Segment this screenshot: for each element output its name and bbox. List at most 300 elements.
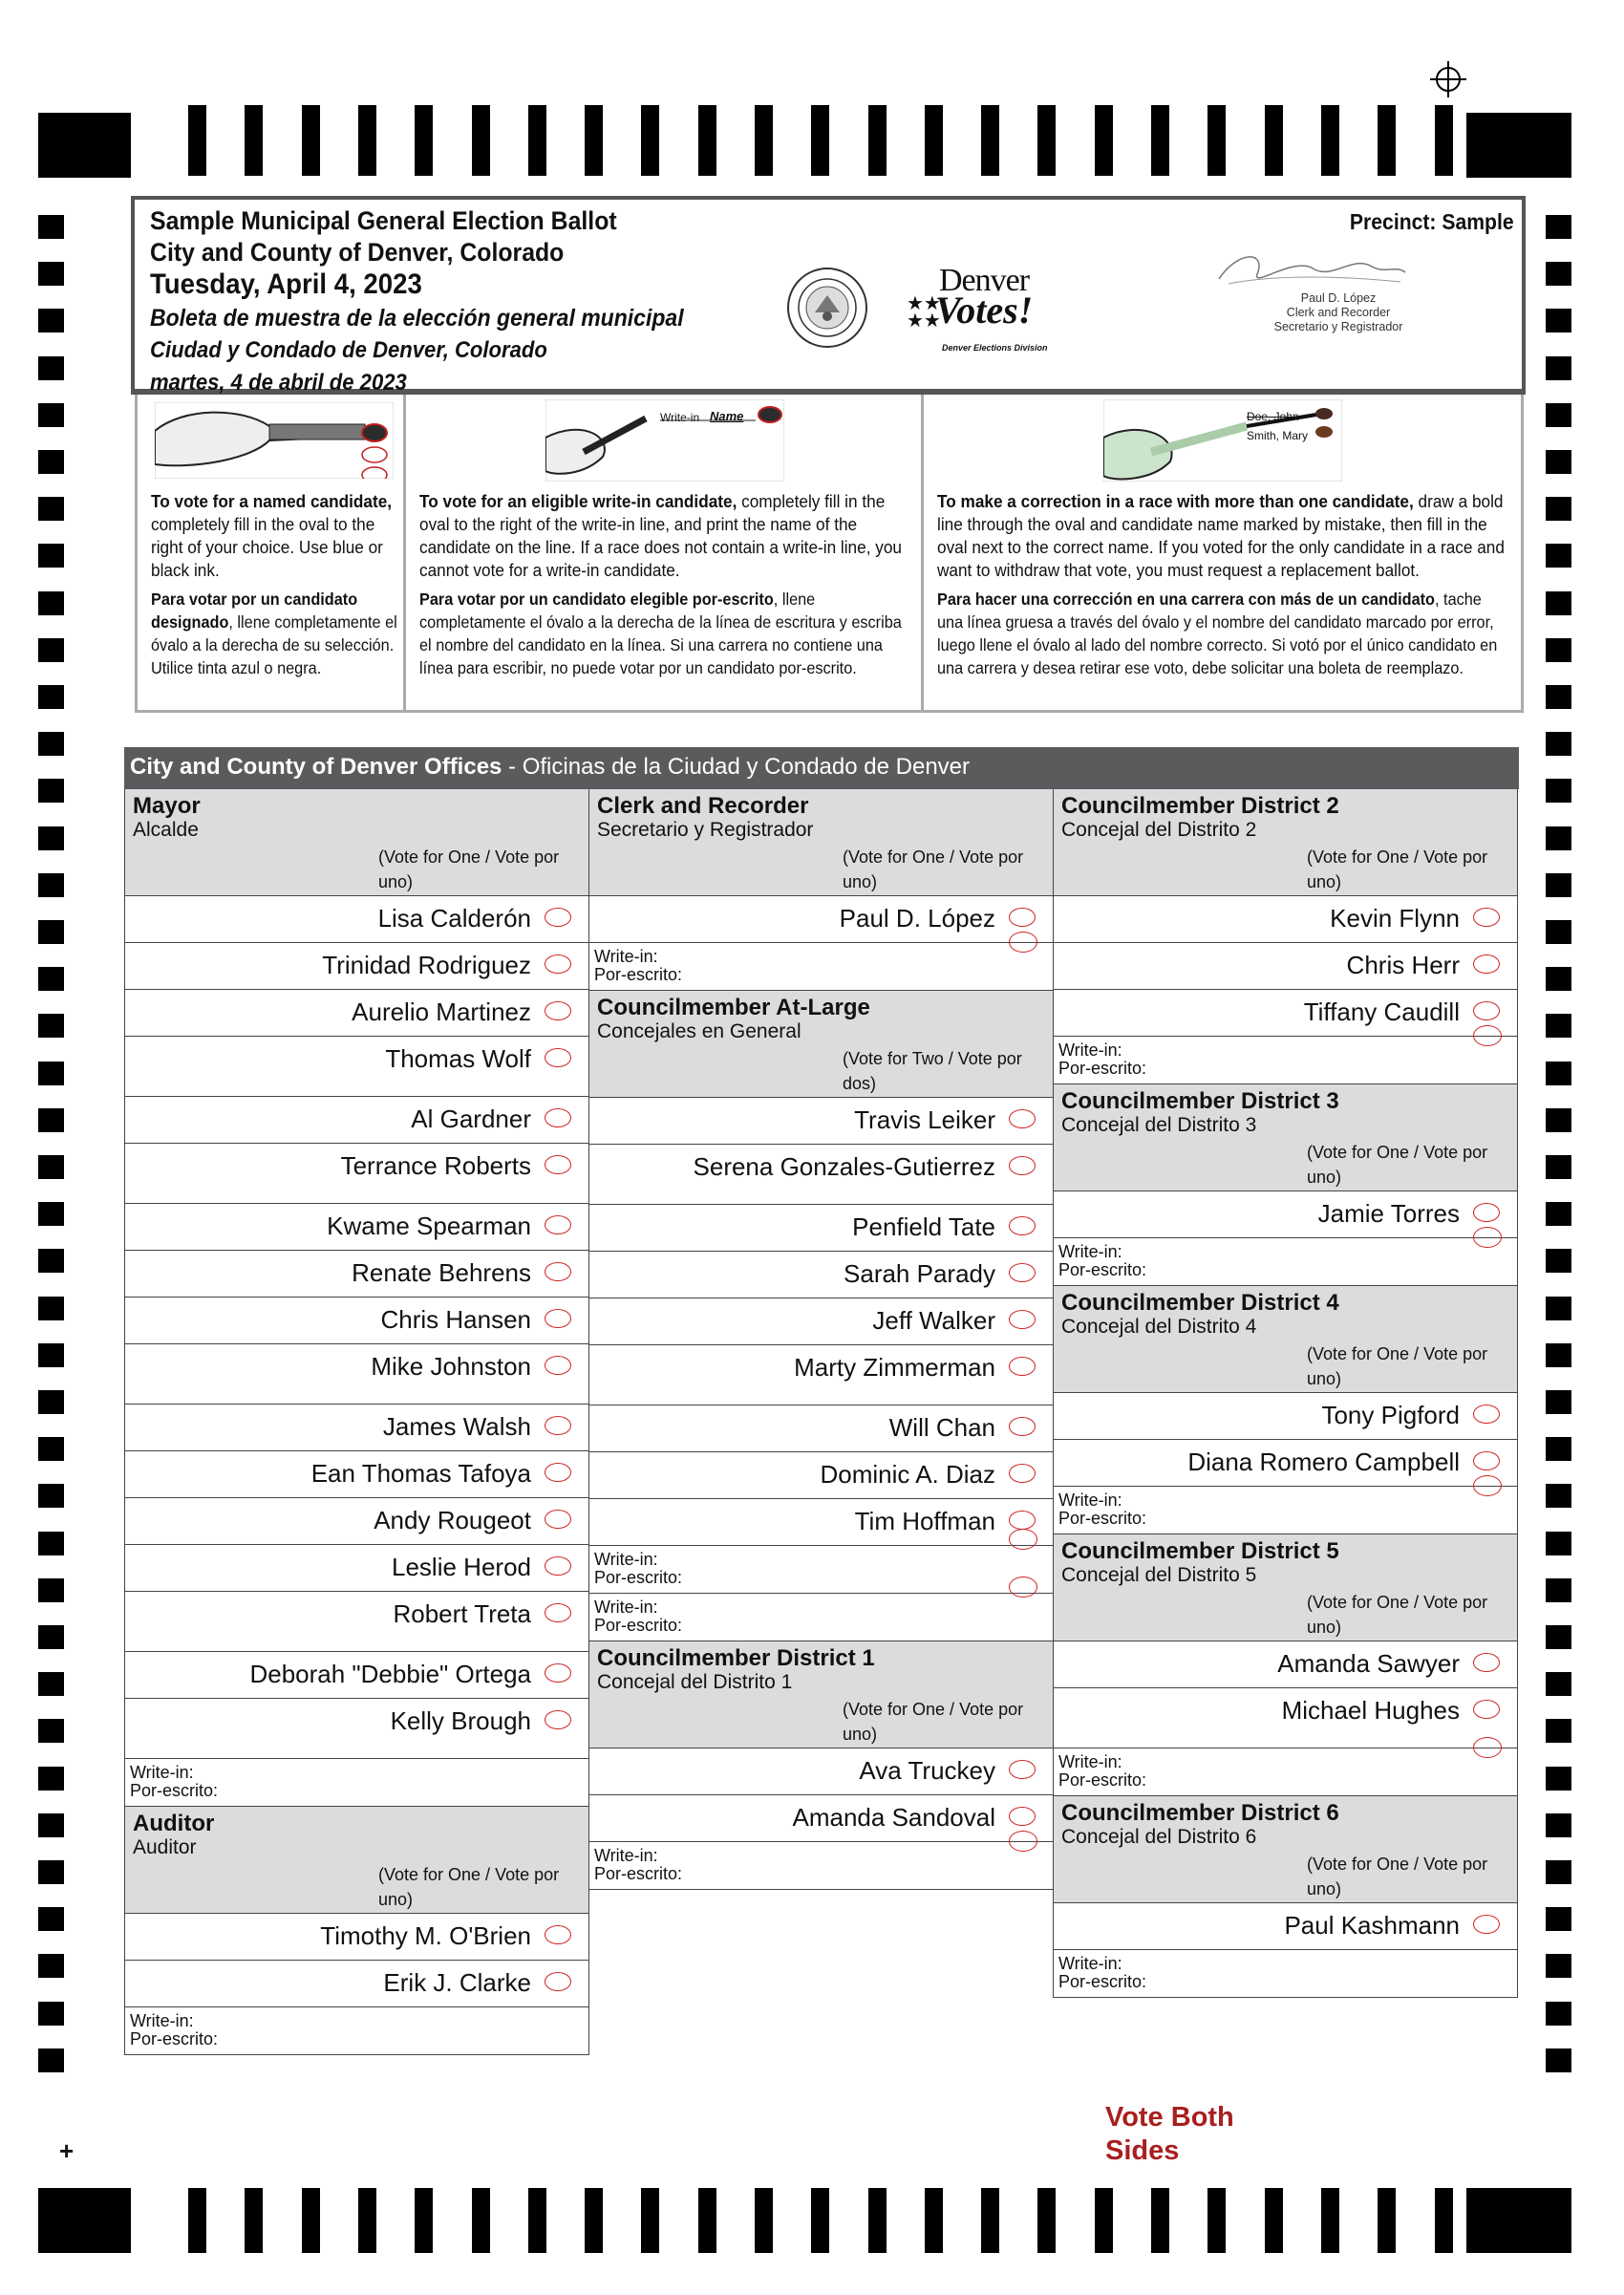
vote-oval-leslie-herod[interactable]: [545, 1556, 571, 1576]
timing-mark: [472, 2188, 490, 2253]
candidate-row: [124, 1592, 589, 1652]
write-in-label-es: Por-escrito:: [130, 2029, 219, 2048]
write-in-line[interactable]: [1053, 1950, 1518, 1998]
candidate-row: [588, 896, 1054, 943]
vote-both-line-1: Vote Both: [1105, 2102, 1234, 2133]
candidate-name: Amanda Sandoval: [792, 1803, 995, 1832]
vote-oval-tony-pigford[interactable]: [1473, 1405, 1500, 1424]
race-subtitle: Auditor: [133, 1836, 197, 1858]
ballot-jurisdiction-es: Ciudad y Condado de Denver, Colorado: [150, 337, 547, 363]
write-in-line[interactable]: [124, 1759, 589, 1807]
section-title-es: - Oficinas de la Ciudad y Condado de Denver: [502, 754, 970, 780]
vote-instruction: (Vote for One / Vote por uno): [378, 1865, 560, 1909]
timing-mark: [1546, 1014, 1571, 1038]
timing-mark: [38, 1813, 64, 1837]
vote-instruction: (Vote for One / Vote por uno): [378, 847, 560, 891]
timing-mark: [528, 105, 546, 176]
candidate-name: Diana Romero Campbell: [1187, 1448, 1460, 1476]
candidate-row: [588, 1499, 1054, 1546]
candidate-name: Travis Leiker: [854, 1105, 995, 1134]
precinct-label: Precinct: Sample: [1350, 209, 1514, 234]
timing-mark: [1546, 685, 1571, 709]
race-header-atlarge: [588, 991, 1054, 1098]
timing-mark: [38, 1625, 64, 1649]
timing-mark: [38, 1390, 64, 1414]
vote-oval-michael-hughes[interactable]: [1473, 1700, 1500, 1719]
instruction-text-3: [937, 490, 1510, 685]
timing-mark: [38, 1767, 64, 1791]
candidate-name: Marty Zimmerman: [794, 1353, 995, 1382]
candidate-name: Kelly Brough: [390, 1706, 531, 1735]
timing-mark: [38, 215, 64, 239]
timing-mark: [585, 2188, 603, 2253]
candidate-row: [1053, 943, 1518, 990]
ballot-title: Sample Municipal General Election Ballot: [150, 206, 617, 235]
clerk-title: Clerk and Recorder: [1286, 306, 1391, 319]
candidate-name: Paul Kashmann: [1284, 1911, 1460, 1940]
write-in-label-es: Por-escrito:: [594, 1864, 683, 1883]
candidate-row: [124, 1961, 589, 2007]
timing-mark: [38, 403, 64, 427]
instr1-es: , llene completamente el óvalo a la derecha de su selección. Utilice tinta azul o negra.: [151, 612, 397, 677]
timing-mark: [1546, 873, 1571, 897]
vote-oval-paul-d-lopez[interactable]: [1009, 908, 1036, 927]
vote-oval-andy-rougeot[interactable]: [545, 1510, 571, 1529]
write-in-line[interactable]: [588, 1842, 1054, 1890]
write-in-label: Write-in:: [594, 1550, 658, 1569]
timing-mark: [358, 105, 376, 176]
timing-mark: [1546, 779, 1571, 803]
timing-mark: [1546, 1719, 1571, 1743]
write-in-label: Write-in:: [1058, 1752, 1122, 1771]
timing-mark: [1546, 1108, 1571, 1132]
vote-oval-write-in[interactable]: [1473, 1227, 1502, 1248]
timing-mark: [38, 356, 64, 380]
vote-oval-tim-hoffman[interactable]: [1009, 1511, 1036, 1530]
timing-mark: [38, 1860, 64, 1884]
race-title: Councilmember District 6: [1061, 1800, 1339, 1826]
candidate-name: Leslie Herod: [392, 1553, 531, 1581]
timing-mark: [188, 105, 206, 176]
candidate-name: Chris Hansen: [380, 1305, 531, 1334]
timing-mark: [811, 2188, 829, 2253]
timing-mark: [1095, 2188, 1113, 2253]
vote-oval-timothy-m-obrien[interactable]: [545, 1925, 571, 1944]
race-subtitle: Concejal del Distrito 6: [1061, 1826, 1257, 1848]
write-in-label: Write-in:: [1058, 1954, 1122, 1973]
vote-oval-sarah-parady[interactable]: [1009, 1263, 1036, 1282]
candidate-row: [124, 1652, 589, 1699]
race-subtitle: Concejal del Distrito 5: [1061, 1564, 1257, 1586]
race-header-d3: [1053, 1084, 1518, 1191]
timing-mark: [1546, 1672, 1571, 1696]
correction-sample-2: Smith, Mary: [1247, 429, 1309, 442]
timing-mark: [1466, 2188, 1571, 2253]
candidate-row: [124, 1545, 589, 1592]
instruction-panel-2: [406, 395, 924, 713]
timing-mark: [981, 2188, 999, 2253]
timing-mark: [1265, 105, 1283, 176]
candidate-row: [124, 1405, 589, 1451]
timing-mark: [38, 873, 64, 897]
timing-mark: [1546, 920, 1571, 944]
candidate-name: James Walsh: [382, 1412, 531, 1441]
timing-mark: [415, 2188, 433, 2253]
candidate-name: Tony Pigford: [1321, 1401, 1460, 1429]
write-in-label: Write-in:: [130, 1763, 194, 1782]
write-in-label-es: Por-escrito:: [1058, 1059, 1147, 1078]
timing-mark: [188, 2188, 206, 2253]
timing-mark: [1546, 356, 1571, 380]
crosshair-icon: [1430, 61, 1466, 97]
vote-instruction: (Vote for One / Vote por uno): [843, 847, 1024, 891]
write-in-line[interactable]: [1053, 1037, 1518, 1084]
timing-mark: [1435, 105, 1453, 176]
candidate-row: [124, 1037, 589, 1097]
timing-mark: [1546, 591, 1571, 615]
race-header-d4: [1053, 1286, 1518, 1393]
vote-oval-ava-truckey[interactable]: [1009, 1760, 1036, 1779]
denver-votes-logo: [899, 263, 1048, 358]
vote-oval-penfield-tate[interactable]: [1009, 1216, 1036, 1235]
timing-mark: [38, 732, 64, 756]
vote-oval-write-in[interactable]: [1473, 1475, 1502, 1496]
vote-oval-terrance-roberts[interactable]: [545, 1155, 571, 1174]
timing-mark: [925, 105, 943, 176]
candidate-name: Ava Truckey: [859, 1756, 995, 1785]
candidate-row: [124, 1699, 589, 1759]
timing-mark: [1546, 2048, 1571, 2072]
logo-denver: Denver: [939, 263, 1030, 298]
candidate-row: [1053, 1393, 1518, 1440]
candidate-row: [124, 1298, 589, 1344]
instr3-es: , tache una línea gruesa a través del óvalo y el nombre del candidato marcado por error, luego llene el óvalo al lado del nombre correcto. Si votó por el único candidato en una carrera y desea retirar ese voto, debe solicitar una boleta de reemplazo.: [937, 590, 1498, 677]
candidate-row: [124, 1097, 589, 1144]
candidate-row: [1053, 1641, 1518, 1688]
timing-mark: [755, 2188, 773, 2253]
candidate-name: Will Chan: [888, 1413, 995, 1442]
vote-instruction: (Vote for One / Vote por uno): [843, 1700, 1024, 1744]
candidate-row: [124, 1344, 589, 1405]
timing-mark: [38, 1155, 64, 1179]
ballot-date-es: martes, 4 de abril de 2023: [150, 370, 407, 396]
ballot-date: Tuesday, April 4, 2023: [150, 268, 422, 300]
instruction-text-1: [151, 490, 399, 685]
write-in-label-es: Por-escrito:: [594, 1568, 683, 1587]
logo-stars-icon: ★★ ★★: [907, 293, 941, 332]
ballot-jurisdiction: City and County of Denver, Colorado: [150, 238, 565, 267]
writein-sample-label: Write-in: [660, 411, 700, 424]
candidate-name: Sarah Parady: [844, 1259, 995, 1288]
timing-mark: [1546, 1625, 1571, 1649]
candidate-row: [588, 1405, 1054, 1452]
write-in-label-es: Por-escrito:: [594, 965, 683, 984]
timing-mark: [1095, 105, 1113, 176]
instr2-es-bold: Para votar por un candidato elegible por-escrito: [419, 590, 774, 609]
write-in-line[interactable]: [588, 1594, 1054, 1641]
race-subtitle: Concejal del Distrito 4: [1061, 1316, 1257, 1338]
write-in-line[interactable]: [588, 943, 1054, 991]
vote-oval-travis-leiker[interactable]: [1009, 1109, 1036, 1128]
timing-mark: [38, 1062, 64, 1085]
write-in-line[interactable]: [1053, 1748, 1518, 1796]
timing-mark: [1037, 105, 1056, 176]
write-in-label: Write-in:: [594, 947, 658, 966]
timing-mark: [38, 826, 64, 850]
writein-sample-name: Name: [710, 409, 744, 423]
race-title: Councilmember At-Large: [597, 995, 870, 1020]
race-title: Councilmember District 1: [597, 1645, 875, 1671]
timing-mark: [1435, 2188, 1453, 2253]
timing-mark: [925, 2188, 943, 2253]
candidate-row: [588, 1452, 1054, 1499]
correction-sample-1: Doe, John: [1247, 410, 1299, 423]
vote-oval-write-in[interactable]: [1009, 1529, 1037, 1550]
candidate-name: Kwame Spearman: [327, 1212, 531, 1240]
timing-mark: [1546, 1343, 1571, 1367]
timing-mark: [1321, 105, 1339, 176]
timing-mark: [868, 105, 887, 176]
candidate-name: Andy Rougeot: [374, 1506, 531, 1534]
write-in-label: Write-in:: [1058, 1491, 1122, 1510]
candidate-row: [124, 1144, 589, 1204]
vote-oval-al-gardner[interactable]: [545, 1108, 571, 1127]
timing-mark: [528, 2188, 546, 2253]
timing-mark: [38, 309, 64, 332]
vote-oval-kelly-brough[interactable]: [545, 1710, 571, 1729]
candidate-name: Jamie Torres: [1317, 1199, 1460, 1228]
candidate-row: [588, 1345, 1054, 1405]
candidate-row: [124, 896, 589, 943]
timing-mark: [38, 544, 64, 568]
vote-oval-ean-thomas-tafoya[interactable]: [545, 1463, 571, 1482]
timing-mark: [38, 591, 64, 615]
race-header-d5: [1053, 1534, 1518, 1641]
vote-oval-thomas-wolf[interactable]: [545, 1048, 571, 1067]
timing-mark: [38, 1297, 64, 1320]
header-english: [150, 205, 617, 300]
candidate-row: [1053, 1903, 1518, 1950]
vote-oval-kevin-flynn[interactable]: [1473, 908, 1500, 927]
instr1-en: completely fill in the oval to the right of your choice. Use blue or black ink.: [151, 514, 383, 580]
candidate-name: Jeff Walker: [872, 1306, 995, 1335]
ballot-title-es: Boleta de muestra de la elección general municipal: [150, 305, 684, 332]
vote-oval-paul-kashmann[interactable]: [1473, 1915, 1500, 1934]
write-in-line[interactable]: [124, 2007, 589, 2055]
candidate-row: [588, 1098, 1054, 1145]
section-header: [124, 747, 1519, 789]
instr3-es-bold: Para hacer una corrección en una carrera con más de un candidato: [937, 590, 1436, 609]
timing-mark: [1037, 2188, 1056, 2253]
vote-oval-renate-behrens[interactable]: [545, 1262, 571, 1281]
candidate-name: Lisa Calderón: [377, 904, 531, 933]
timing-mark: [1546, 1484, 1571, 1508]
candidate-row: [588, 1298, 1054, 1345]
candidate-name: Robert Treta: [393, 1599, 531, 1628]
candidate-row: [1053, 990, 1518, 1037]
vote-oval-marty-zimmerman[interactable]: [1009, 1357, 1036, 1376]
timing-mark: [1546, 638, 1571, 662]
candidate-name: Ean Thomas Tafoya: [310, 1459, 531, 1488]
candidate-name: Timothy M. O'Brien: [320, 1921, 531, 1950]
vote-oval-lisa-calderon[interactable]: [545, 908, 571, 927]
candidate-name: Mike Johnston: [371, 1352, 531, 1381]
timing-mark: [1466, 113, 1571, 178]
race-title: Councilmember District 3: [1061, 1088, 1339, 1114]
candidate-name: Kevin Flynn: [1330, 904, 1460, 933]
timing-mark: [38, 1202, 64, 1226]
race-title: Councilmember District 4: [1061, 1290, 1339, 1316]
vote-oval-serena-gonzales-gutierrez[interactable]: [1009, 1156, 1036, 1175]
timing-mark: [1546, 2002, 1571, 2026]
race-subtitle: Concejal del Distrito 2: [1061, 819, 1257, 841]
race-header-d2: [1053, 789, 1518, 896]
write-in-label-es: Por-escrito:: [1058, 1972, 1147, 1991]
timing-mark: [1207, 105, 1226, 176]
candidate-name: Dominic A. Diaz: [820, 1460, 995, 1489]
timing-mark: [1546, 1578, 1571, 1602]
timing-mark: [1546, 1062, 1571, 1085]
instr3-en: draw a bold line through the oval and candidate name marked by mistake, then fill in the oval next to the correct name. If you voted for the only candidate in a race and want to withdraw that vote, you must request a replacement ballot.: [937, 491, 1505, 580]
vote-instruction: (Vote for One / Vote por uno): [1307, 847, 1488, 891]
vote-oval-chris-herr[interactable]: [1473, 954, 1500, 974]
race-subtitle: Concejales en General: [597, 1020, 801, 1042]
timing-mark: [1151, 105, 1169, 176]
vote-oval-diana-romero-campbell[interactable]: [1473, 1451, 1500, 1470]
timing-mark: [698, 105, 716, 176]
timing-mark: [38, 2188, 131, 2253]
timing-mark: [38, 1719, 64, 1743]
write-in-line[interactable]: [588, 1546, 1054, 1594]
vote-oval-mike-johnston[interactable]: [545, 1356, 571, 1375]
vote-oval-tiffany-caudill[interactable]: [1473, 1001, 1500, 1020]
race-header-d6: [1053, 1796, 1518, 1903]
timing-mark: [38, 497, 64, 521]
race-subtitle: Alcalde: [133, 819, 199, 841]
timing-mark: [38, 1343, 64, 1367]
vote-oval-aurelio-martinez[interactable]: [545, 1001, 571, 1020]
timing-mark: [1546, 1297, 1571, 1320]
candidate-name: Al Gardner: [411, 1105, 531, 1133]
candidate-name: Serena Gonzales-Gutierrez: [693, 1152, 995, 1181]
vote-oval-write-in[interactable]: [1473, 1737, 1502, 1758]
vote-oval-trinidad-rodriguez[interactable]: [545, 954, 571, 974]
timing-mark: [302, 2188, 320, 2253]
timing-mark: [415, 105, 433, 176]
vote-oval-write-in[interactable]: [1009, 1576, 1037, 1598]
candidate-name: Tiffany Caudill: [1303, 997, 1460, 1026]
vote-oval-deborah-debbie-ortega[interactable]: [545, 1663, 571, 1683]
vote-oval-write-in[interactable]: [1009, 1831, 1037, 1852]
vote-instruction: (Vote for One / Vote por uno): [1307, 1143, 1488, 1187]
race-header-d1: [588, 1641, 1054, 1748]
vote-oval-jeff-walker[interactable]: [1009, 1310, 1036, 1329]
vote-oval-erik-j-clarke[interactable]: [545, 1972, 571, 1991]
timing-mark: [38, 1437, 64, 1461]
vote-both-line-2: Sides: [1105, 2135, 1180, 2166]
vote-oval-robert-treta[interactable]: [545, 1603, 571, 1622]
vote-oval-jamie-torres[interactable]: [1473, 1203, 1500, 1222]
race-header-mayor: [124, 789, 589, 896]
timing-mark: [472, 105, 490, 176]
race-subtitle: Concejal del Distrito 3: [1061, 1114, 1257, 1136]
timing-mark: [38, 2002, 64, 2026]
timing-mark: [698, 2188, 716, 2253]
vote-both-sides-notice: [1105, 2101, 1234, 2168]
vote-oval-james-walsh[interactable]: [545, 1416, 571, 1435]
candidate-name: Deborah "Debbie" Ortega: [249, 1660, 531, 1688]
timing-mark: [38, 113, 131, 178]
timing-mark: [1546, 262, 1571, 286]
vote-oval-amanda-sandoval[interactable]: [1009, 1807, 1036, 1826]
pen-correction-icon: [1103, 399, 1342, 482]
instr2-es: , llene completamente el óvalo a la derecha de la línea de escritura y escriba el nombre del candidato en la línea. Si una carrera no contiene una línea para escribir, no puede votar por un candidato por-escrito.: [419, 590, 902, 677]
race-header-clerk: [588, 789, 1054, 896]
timing-mark: [1546, 1249, 1571, 1273]
write-in-label-es: Por-escrito:: [130, 1781, 219, 1800]
write-in-label: Write-in:: [1058, 1040, 1122, 1060]
timing-mark: [1546, 403, 1571, 427]
candidate-row: [1053, 1440, 1518, 1487]
vote-oval-kwame-spearman[interactable]: [545, 1215, 571, 1234]
clerk-block: [1243, 291, 1434, 334]
timing-mark: [981, 105, 999, 176]
vote-oval-write-in[interactable]: [1473, 1025, 1502, 1046]
timing-mark: [1546, 1437, 1571, 1461]
vote-oval-dominic-a-diaz[interactable]: [1009, 1464, 1036, 1483]
timing-mark: [38, 1484, 64, 1508]
candidate-row: [588, 1252, 1054, 1298]
candidate-name: Erik J. Clarke: [383, 1968, 531, 1997]
logo-subtitle: Denver Elections Division: [942, 343, 1048, 353]
timing-mark: [1546, 826, 1571, 850]
timing-mark: [38, 1108, 64, 1132]
vote-instruction: (Vote for One / Vote por uno): [1307, 1855, 1488, 1898]
candidate-name: Renate Behrens: [352, 1258, 531, 1287]
timing-mark: [1546, 1907, 1571, 1931]
plus-mark: +: [59, 2136, 75, 2165]
timing-mark: [1207, 2188, 1226, 2253]
candidate-name: Terrance Roberts: [340, 1151, 531, 1180]
instr2-en-bold: To vote for an eligible write-in candidate,: [419, 491, 737, 511]
timing-mark: [38, 1249, 64, 1273]
vote-oval-amanda-sawyer[interactable]: [1473, 1653, 1500, 1672]
candidate-name: Penfield Tate: [852, 1212, 995, 1241]
candidate-row: [588, 1795, 1054, 1842]
timing-mark: [358, 2188, 376, 2253]
timing-mark: [1546, 1202, 1571, 1226]
vote-oval-chris-hansen[interactable]: [545, 1309, 571, 1328]
timing-mark: [38, 1954, 64, 1978]
timing-mark: [868, 2188, 887, 2253]
timing-mark: [1546, 450, 1571, 474]
vote-oval-will-chan[interactable]: [1009, 1417, 1036, 1436]
candidate-name: Amanda Sawyer: [1277, 1649, 1460, 1678]
vote-oval-write-in[interactable]: [1009, 932, 1037, 953]
candidate-row: [1053, 1191, 1518, 1238]
write-in-line[interactable]: [1053, 1238, 1518, 1286]
candidate-row: [124, 1251, 589, 1298]
race-title: Auditor: [133, 1811, 215, 1836]
timing-mark: [245, 2188, 263, 2253]
timing-mark: [38, 920, 64, 944]
timing-mark: [1546, 1155, 1571, 1179]
city-seal-icon: [786, 267, 868, 349]
header-spanish: [150, 302, 684, 399]
write-in-line[interactable]: [1053, 1487, 1518, 1534]
instr1-en-bold: To vote for a named candidate,: [151, 491, 393, 511]
timing-mark: [302, 105, 320, 176]
